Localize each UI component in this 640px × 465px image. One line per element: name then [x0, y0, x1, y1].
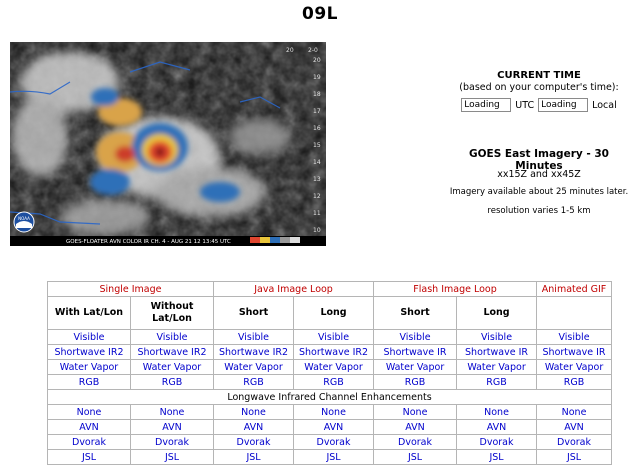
- table-cell: [214, 345, 294, 360]
- table-row: [48, 345, 612, 360]
- imagery-link[interactable]: Water Vapor: [544, 361, 604, 373]
- goes-availability: Imagery available about 25 minutes later.: [449, 187, 629, 197]
- table-cell: [457, 435, 537, 450]
- subheader-flash-short: Short: [374, 297, 457, 330]
- latitude-label: 18: [313, 91, 321, 98]
- table-cell: [457, 360, 537, 375]
- local-label: Local: [592, 99, 617, 111]
- imagery-link[interactable]: RGB: [486, 376, 507, 388]
- imagery-link[interactable]: Water Vapor: [224, 361, 283, 373]
- imagery-link[interactable]: None: [484, 406, 509, 418]
- imagery-link[interactable]: Visible: [481, 331, 513, 343]
- imagery-link[interactable]: Shortwave IR2: [137, 346, 207, 358]
- table-cell: [537, 345, 612, 360]
- longwave-section-label: Longwave Infrared Channel Enhancements: [48, 390, 612, 405]
- table-row: [48, 450, 612, 465]
- table-cell: [131, 360, 214, 375]
- imagery-link[interactable]: JSL: [164, 451, 180, 463]
- table-cell: [537, 450, 612, 465]
- table-cell: [294, 435, 374, 450]
- imagery-link[interactable]: JSL: [326, 451, 341, 463]
- imagery-link[interactable]: AVN: [79, 421, 99, 433]
- table-cell: [214, 435, 294, 450]
- imagery-link[interactable]: JSL: [246, 451, 261, 463]
- table-cell: [374, 345, 457, 360]
- table-cell: [537, 360, 612, 375]
- table-cell: [457, 345, 537, 360]
- table-cell: [457, 330, 537, 345]
- table-cell: [214, 405, 294, 420]
- table-cell: [294, 405, 374, 420]
- header-java-loop: Java Image Loop: [214, 282, 374, 297]
- subheader-java-long: Long: [294, 297, 374, 330]
- imagery-link[interactable]: Shortwave IR: [383, 346, 447, 358]
- imagery-link[interactable]: AVN: [564, 421, 584, 433]
- subheader-flash-long: Long: [457, 297, 537, 330]
- imagery-link[interactable]: Shortwave IR2: [219, 346, 289, 358]
- latitude-label: 11: [313, 210, 321, 217]
- table-row: [48, 360, 612, 375]
- imagery-link[interactable]: RGB: [243, 376, 264, 388]
- imagery-link[interactable]: RGB: [161, 376, 183, 388]
- imagery-link[interactable]: Shortwave IR2: [299, 346, 369, 358]
- satellite-image[interactable]: [10, 42, 326, 246]
- table-cell: [374, 435, 457, 450]
- imagery-link[interactable]: Dvorak: [398, 436, 433, 448]
- goes-resolution: resolution varies 1-5 km: [487, 206, 591, 216]
- table-cell: [374, 450, 457, 465]
- table-cell: [48, 345, 131, 360]
- table-cell: [374, 405, 457, 420]
- table-cell: [131, 450, 214, 465]
- table-cell: [131, 330, 214, 345]
- table-cell: [214, 360, 294, 375]
- imagery-link[interactable]: None: [159, 406, 185, 418]
- table-subheader-row: [48, 297, 612, 330]
- goes-schedule: xx15Z and xx45Z: [497, 169, 581, 180]
- imagery-link[interactable]: Water Vapor: [142, 361, 202, 373]
- utc-time-field[interactable]: [461, 98, 511, 112]
- table-cell: [48, 375, 131, 390]
- imagery-link[interactable]: None: [402, 406, 428, 418]
- table-cell: [457, 450, 537, 465]
- latitude-label: 15: [313, 142, 321, 149]
- table-cell: [214, 420, 294, 435]
- table-cell: [374, 375, 457, 390]
- subheader-with-latlon: With Lat/Lon: [48, 297, 131, 330]
- current-time-subtitle: (based on your computer's time):: [459, 82, 619, 93]
- imagery-link[interactable]: JSL: [81, 451, 97, 463]
- table-cell: [48, 450, 131, 465]
- subheader-java-short: Short: [214, 297, 294, 330]
- header-flash-loop: Flash Image Loop: [374, 282, 537, 297]
- page-title: 09L: [302, 4, 338, 24]
- table-cell: [48, 435, 131, 450]
- goes-title: GOES East Imagery - 30 Minutes: [469, 148, 609, 172]
- subheader-without-latlon: Without Lat/Lon: [131, 297, 214, 330]
- imagery-link[interactable]: Dvorak: [236, 436, 271, 448]
- table-cell: [537, 420, 612, 435]
- table-cell: [537, 330, 612, 345]
- table-cell: [131, 420, 214, 435]
- imagery-table: [47, 281, 612, 465]
- satellite-caption: GOES-FLOATER AVN COLOR IR CH. 4 - AUG 21 12 13:45 UTC: [66, 239, 231, 245]
- imagery-link[interactable]: JSL: [566, 451, 582, 463]
- table-cell: [294, 345, 374, 360]
- header-animated-gif: Animated GIF: [537, 282, 612, 297]
- table-cell: [457, 375, 537, 390]
- imagery-link[interactable]: Dvorak: [479, 436, 514, 448]
- latitude-label: 17: [313, 108, 321, 115]
- imagery-link[interactable]: Visible: [399, 331, 431, 343]
- current-time-title: CURRENT TIME: [497, 70, 581, 81]
- noaa-logo-icon: [14, 212, 34, 232]
- table-row: [48, 405, 612, 420]
- imagery-link[interactable]: None: [241, 406, 266, 418]
- imagery-link[interactable]: AVN: [405, 421, 425, 433]
- latitude-label: 13: [313, 176, 321, 183]
- table-cell: [374, 330, 457, 345]
- imagery-link[interactable]: Dvorak: [155, 436, 189, 448]
- table-cell: [294, 330, 374, 345]
- imagery-link[interactable]: Shortwave IR: [465, 346, 529, 358]
- subheader-gif-empty: [537, 297, 612, 330]
- table-cell: [131, 345, 214, 360]
- imagery-link[interactable]: Dvorak: [72, 436, 106, 448]
- table-row: [48, 420, 612, 435]
- latitude-label: 16: [313, 125, 321, 132]
- table-cell: [537, 435, 612, 450]
- latitude-label: 10: [313, 227, 321, 234]
- latitude-label: 14: [313, 159, 321, 166]
- table-cell: [457, 405, 537, 420]
- table-cell: [214, 330, 294, 345]
- top-label-left: 20: [286, 47, 294, 54]
- imagery-link[interactable]: Dvorak: [557, 436, 592, 448]
- table-cell: [48, 330, 131, 345]
- table-cell: [48, 420, 131, 435]
- table-cell: [131, 435, 214, 450]
- imagery-link[interactable]: Water Vapor: [385, 361, 445, 373]
- table-cell: [214, 450, 294, 465]
- table-cell: [294, 420, 374, 435]
- table-row: [48, 375, 612, 390]
- imagery-link[interactable]: Water Vapor: [59, 361, 119, 373]
- imagery-link[interactable]: Visible: [73, 331, 105, 343]
- imagery-link[interactable]: JSL: [407, 451, 423, 463]
- imagery-link[interactable]: JSL: [489, 451, 504, 463]
- table-header-row: [48, 282, 612, 297]
- table-cell: [374, 420, 457, 435]
- table-cell: [48, 405, 131, 420]
- table-cell: [294, 375, 374, 390]
- top-label-right: 2-0: [308, 47, 318, 54]
- imagery-link[interactable]: Shortwave IR: [542, 346, 606, 358]
- imagery-link[interactable]: Visible: [237, 331, 270, 343]
- table-cell: [214, 375, 294, 390]
- local-time-field[interactable]: [538, 98, 588, 112]
- table-row: [48, 330, 612, 345]
- imagery-link[interactable]: Visible: [318, 331, 350, 343]
- header-single-image: Single Image: [48, 282, 214, 297]
- latitude-label: 20: [313, 57, 321, 64]
- imagery-link[interactable]: None: [76, 406, 102, 418]
- imagery-link[interactable]: Shortwave IR2: [54, 346, 124, 358]
- svg-text:NOAA: NOAA: [18, 216, 30, 221]
- table-cell: [131, 405, 214, 420]
- table-cell: [131, 375, 214, 390]
- imagery-link[interactable]: RGB: [323, 376, 344, 388]
- section-row: [48, 390, 612, 405]
- table-cell: [537, 375, 612, 390]
- table-cell: [294, 450, 374, 465]
- imagery-link[interactable]: AVN: [486, 421, 507, 433]
- table-cell: [48, 360, 131, 375]
- imagery-link[interactable]: None: [321, 406, 346, 418]
- imagery-link[interactable]: Visible: [156, 331, 188, 343]
- imagery-link[interactable]: RGB: [78, 376, 100, 388]
- imagery-link[interactable]: None: [561, 406, 587, 418]
- table-cell: [374, 360, 457, 375]
- imagery-link[interactable]: AVN: [162, 421, 182, 433]
- imagery-link[interactable]: RGB: [563, 376, 585, 388]
- imagery-link[interactable]: AVN: [243, 421, 264, 433]
- imagery-link[interactable]: Water Vapor: [467, 361, 526, 373]
- latitude-label: 19: [313, 74, 321, 81]
- table-cell: [294, 360, 374, 375]
- imagery-link[interactable]: RGB: [404, 376, 426, 388]
- table-row: [48, 435, 612, 450]
- imagery-link[interactable]: Visible: [558, 331, 590, 343]
- table-cell: [537, 405, 612, 420]
- imagery-link[interactable]: Dvorak: [316, 436, 351, 448]
- table-cell: [457, 420, 537, 435]
- imagery-link[interactable]: Water Vapor: [304, 361, 363, 373]
- imagery-link[interactable]: AVN: [323, 421, 344, 433]
- latitude-label: 12: [313, 193, 321, 200]
- utc-label: UTC: [515, 99, 535, 111]
